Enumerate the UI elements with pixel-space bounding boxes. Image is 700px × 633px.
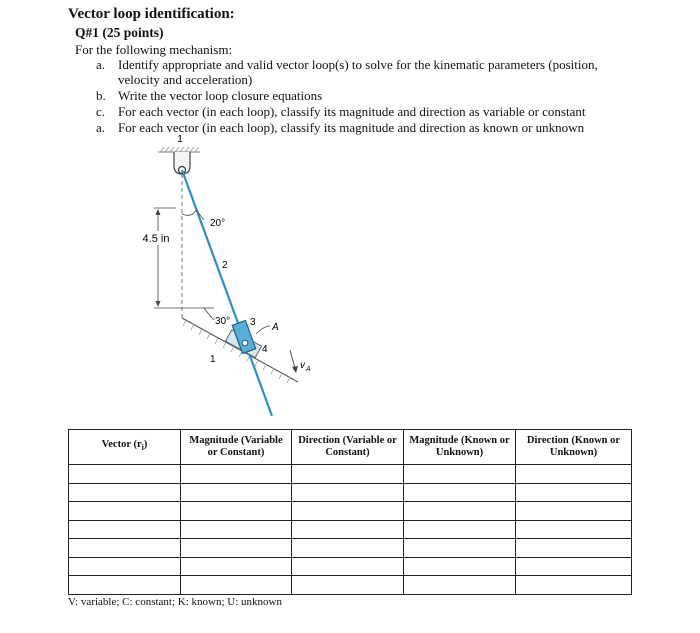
- table-cell[interactable]: [69, 520, 181, 539]
- table-cell[interactable]: [516, 520, 632, 539]
- table-cell[interactable]: [516, 502, 632, 521]
- table-cell[interactable]: [69, 539, 181, 558]
- table-cell[interactable]: [69, 576, 181, 595]
- mechanism-figure: [120, 130, 320, 426]
- dimension-line: [154, 208, 214, 308]
- velocity-subscript: A: [306, 366, 311, 373]
- ground-label-top: 1: [177, 134, 183, 145]
- velocity-arrowhead: [292, 366, 298, 373]
- header-direction-variable: Direction (Variable or Constant): [292, 430, 404, 465]
- table-cell[interactable]: [292, 539, 404, 558]
- table-row: [69, 539, 632, 558]
- table-cell[interactable]: [181, 502, 292, 521]
- table-cell[interactable]: [181, 520, 292, 539]
- task-text-line2: velocity and acceleration): [118, 72, 253, 87]
- pin-a: [242, 340, 248, 346]
- question-heading: Q#1 (25 points): [75, 25, 164, 40]
- table-cell[interactable]: [181, 557, 292, 576]
- header-magnitude-variable: Magnitude (Variable or Constant): [181, 430, 292, 465]
- table-cell[interactable]: [181, 465, 292, 484]
- angle-20-arc: [182, 210, 196, 215]
- velocity-label: v: [300, 360, 305, 371]
- task-marker: c.: [96, 104, 106, 119]
- legend-text: V: variable; C: constant; K: known; U: unknown: [68, 596, 282, 608]
- task-text: For each vector (in each loop), classify its magnitude and direction as variable or constant: [118, 104, 586, 119]
- table-cell[interactable]: [181, 576, 292, 595]
- table-row: [69, 576, 632, 595]
- a-leader: [256, 326, 270, 334]
- link-label: 2: [222, 260, 228, 271]
- table-row: [69, 520, 632, 539]
- dimension-label: 4.5 in: [142, 233, 170, 245]
- table-cell[interactable]: [516, 557, 632, 576]
- task-text: Write the vector loop closure equations: [118, 88, 323, 103]
- task-marker: b.: [96, 88, 106, 103]
- block-label: 4: [262, 344, 268, 355]
- slider-label: 3: [250, 317, 256, 328]
- classification-table: [68, 429, 632, 595]
- page-title: Vector loop identification:: [68, 6, 235, 22]
- table-cell[interactable]: [404, 483, 516, 502]
- table-cell[interactable]: [69, 557, 181, 576]
- task-marker: a.: [96, 120, 106, 135]
- ground-label-bottom: 1: [210, 354, 216, 365]
- table-cell[interactable]: [292, 465, 404, 484]
- table-cell[interactable]: [516, 539, 632, 558]
- table-row: [69, 465, 632, 484]
- table-cell[interactable]: [404, 576, 516, 595]
- table-cell[interactable]: [69, 502, 181, 521]
- link-2: [182, 170, 272, 416]
- task-text-line1: Identify appropriate and valid vector loop(s) to solve for the kinematic parameters (position,: [118, 57, 598, 72]
- table-cell[interactable]: [404, 502, 516, 521]
- table-cell[interactable]: [404, 465, 516, 484]
- intro-text: For the following mechanism:: [75, 42, 233, 57]
- task-marker: a.: [96, 57, 106, 72]
- table-cell[interactable]: [292, 483, 404, 502]
- header-vector: Vector $(r_i)$: [69, 430, 181, 465]
- angle-30-label: 30°: [215, 316, 231, 327]
- header-direction-known: Direction (Known or Unknown): [516, 430, 632, 465]
- table-cell[interactable]: [516, 483, 632, 502]
- table-row: [69, 557, 632, 576]
- table-header-row: [69, 430, 632, 465]
- top-ground: [158, 147, 200, 152]
- table-cell[interactable]: [181, 483, 292, 502]
- table-row: [69, 483, 632, 502]
- table-cell[interactable]: [181, 539, 292, 558]
- task-text: For each vector (in each loop), classify its magnitude and direction as known or unknown: [118, 120, 585, 135]
- header-magnitude-known: Magnitude (Known or Unknown): [404, 430, 516, 465]
- table-cell[interactable]: [404, 520, 516, 539]
- table-cell[interactable]: [516, 465, 632, 484]
- table-cell[interactable]: [292, 520, 404, 539]
- angle-30-arc: [204, 308, 214, 320]
- table-cell[interactable]: [69, 465, 181, 484]
- point-a-label: A: [272, 322, 279, 333]
- table-cell[interactable]: [516, 576, 632, 595]
- table-cell[interactable]: [292, 557, 404, 576]
- table-cell[interactable]: [69, 483, 181, 502]
- angle-20-label: 20°: [210, 218, 226, 229]
- table-cell[interactable]: [404, 539, 516, 558]
- table-cell[interactable]: [404, 557, 516, 576]
- table-cell[interactable]: [292, 502, 404, 521]
- table-cell[interactable]: [292, 576, 404, 595]
- table-row: [69, 502, 632, 521]
